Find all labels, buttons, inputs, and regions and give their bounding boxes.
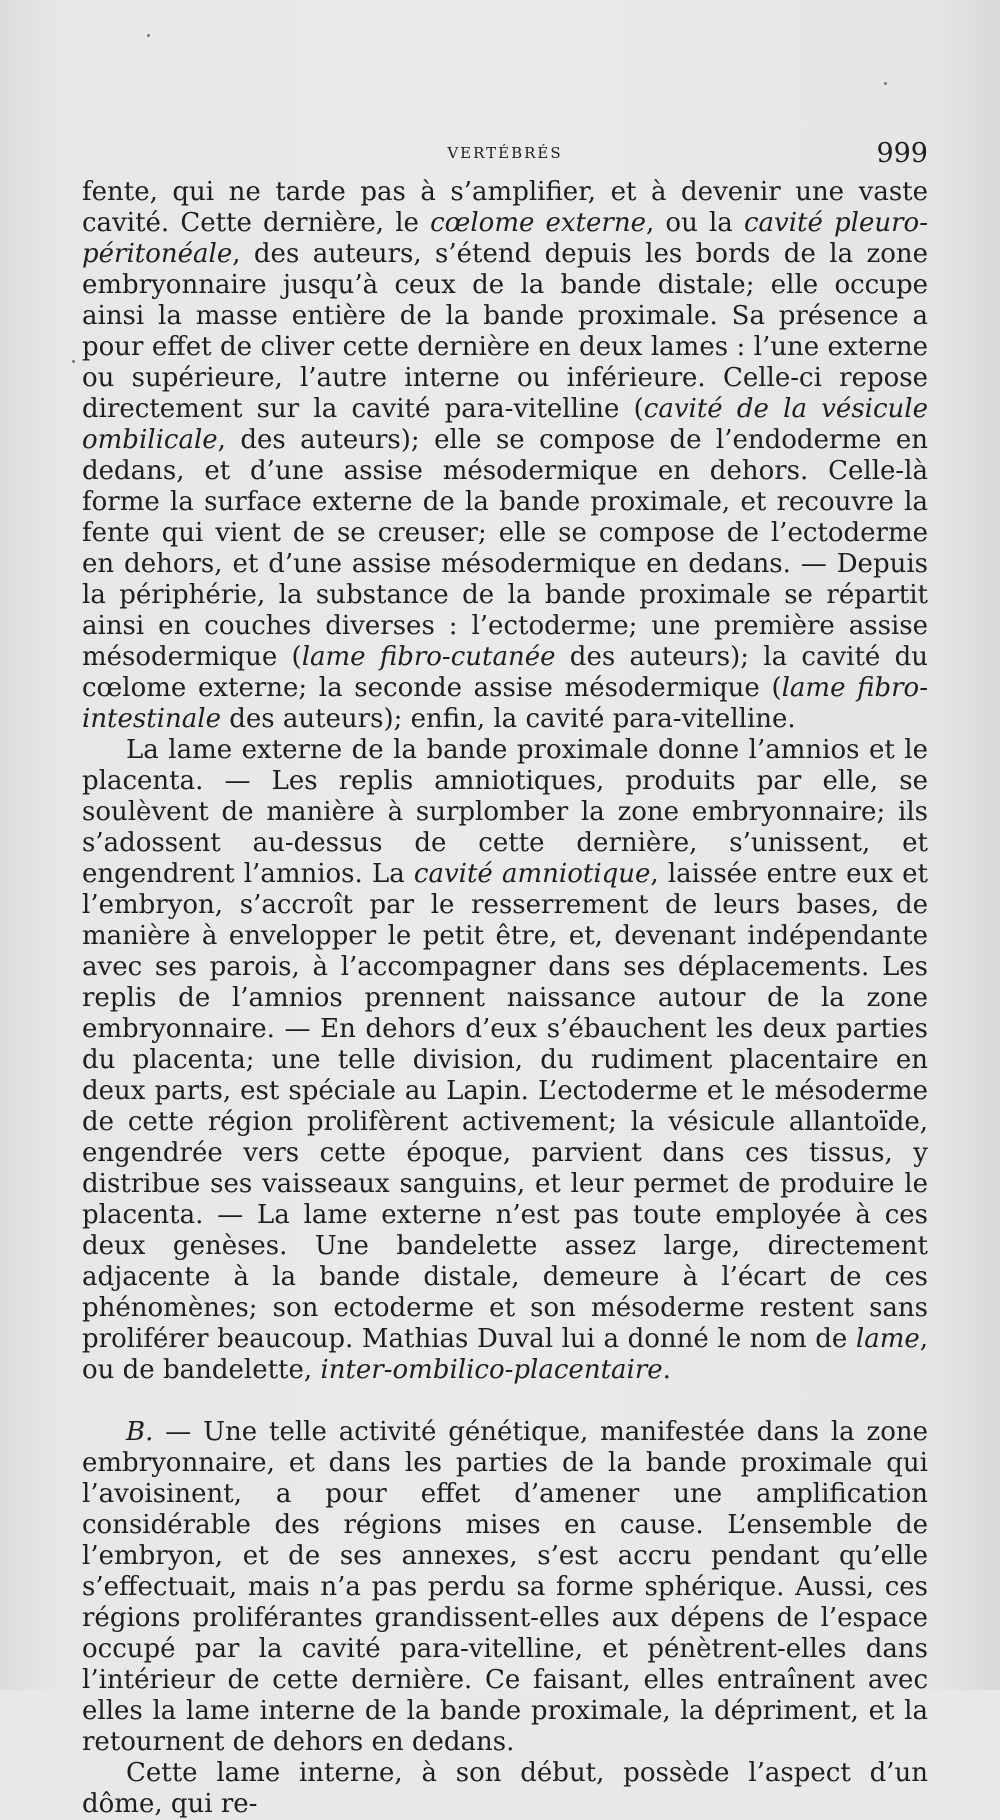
italic-term: lame fibro-cutanée [301, 642, 556, 672]
text-run: Cette lame interne, à son début, possède l’aspect d’un dôme, qui re- [82, 1758, 928, 1819]
text-run: , laissée entre eux et l’embryon, s’accroît par le resserrement de leurs bases, de manière à envelopper le petit être, et, devenant indépendante avec ses parois, à l’accompagner dans ses déplacements. Les replis de l’amnios prennent naissance autour de la zone embryonnaire. — En dehors d’eux s’ébauchent les deux parties du placenta; une telle division, du rudiment placentaire en deux parts, est spéciale au Lapin. L’ectoderme et le mésoderme de cette région prolifèrent activement; la vésicule allantoïde, engendrée vers cette époque, parvient dans ces tissus, y distribue ses vaisseaux sanguins, et leur permet de produire le placenta. — La lame externe n’est pas toute employée à ces deux genèses. Une bandelette assez large, directement adjacente à la bande distale, demeure à l’écart de ces phénomènes; son ectoderme et son mésoderme restent sans proliférer beaucoup. Mathias Duval lui a donné le nom de [82, 859, 928, 1354]
text-run: — Une telle activité génétique, manifestée dans la zone embryonnaire, et dans les parties de la bande proximale qui l’avoisinent, a pour effet d’amener une amplification considérable des régions mises en cause. L’ensemble de l’embryon, et de ses annexes, s’est accru pendant qu’elle s’effectuait, mais n’a pas perdu sa forme sphérique. Aussi, ces régions proliférantes grandissent-elles aux dépens de l’espace occupé par la cavité para-vitelline, et pénètrent-elles dans l’intérieur de cette dernière. Ce faisant, elles entraînent avec elles la lame interne de la bande proximale, la dépriment, et la retournent de dehors en dedans. [82, 1417, 928, 1757]
running-title: VERTÉBRÉS [447, 144, 563, 162]
paper-speck [884, 82, 887, 85]
italic-term: cavité pleuro-péritonéale [82, 208, 928, 269]
text-run: des auteurs); la cavité du cœlome externe; la seconde assise mésodermique ( [82, 642, 929, 703]
italic-term: cavité amniotique [413, 859, 651, 889]
italic-term: lame fibro-intestinale [82, 673, 928, 734]
paragraph-2 [82, 735, 928, 1386]
italic-term: inter-ombilico-placentaire [320, 1355, 663, 1385]
paragraph-3 [82, 1417, 928, 1758]
text-run: , ou de bandelette, [82, 1324, 928, 1385]
page-number: 999 [876, 138, 928, 169]
text-run: , des auteurs, s’étend depuis les bords de la zone embryonnaire jusqu’à ceux de la bande distale; elle occupe ainsi la masse entière de la bande proximale. Sa présence a pour effet de cliver cette dernière en deux lames : l’une externe ou supérieure, l’autre interne ou inférieure. Celle-ci repose directement sur la cavité para-vitelline ( [82, 239, 928, 424]
italic-term: cavité de la vésicule ombilicale [82, 394, 928, 455]
italic-term: cœlome externe [430, 208, 646, 238]
text-run: , ou la [645, 208, 744, 238]
paragraph-1 [82, 177, 928, 735]
italic-term: lame [855, 1324, 920, 1354]
running-head [82, 138, 928, 168]
text-run: La lame externe de la bande proximale donne l’amnios et le placenta. — Les replis amniotiques, produits par elle, se soulèvent de manière à surplomber la zone embryonnaire; ils s’adossent au-dessus de cette dernière, s’unissent, et engendrent l’amnios. La [82, 735, 928, 889]
paper-speck [147, 34, 150, 37]
paper-speck [72, 360, 75, 363]
text-run: . [662, 1355, 671, 1385]
paragraph-4 [82, 1758, 928, 1820]
text-run: , des auteurs); elle se compose de l’endoderme en dedans, et d’une assise mésodermique en dehors. Celle-là forme la surface externe de la bande proximale, et recouvre la fente qui vient de se creuser; elle se compose de l’ectoderme en dehors, et d’une assise mésodermique en dedans. — Depuis la périphérie, la substance de la bande proximale se répartit ainsi en couches diverses : l’ectoderme; une première assise mésodermique ( [82, 425, 928, 672]
body-text [82, 177, 928, 1820]
section-letter: B. [126, 1417, 154, 1447]
text-run: fente, qui ne tarde pas à s’amplifier, et à devenir une vaste cavité. Cette dernière, le [82, 177, 928, 238]
text-run: des auteurs); enfin, la cavité para-vitelline. [220, 704, 796, 734]
